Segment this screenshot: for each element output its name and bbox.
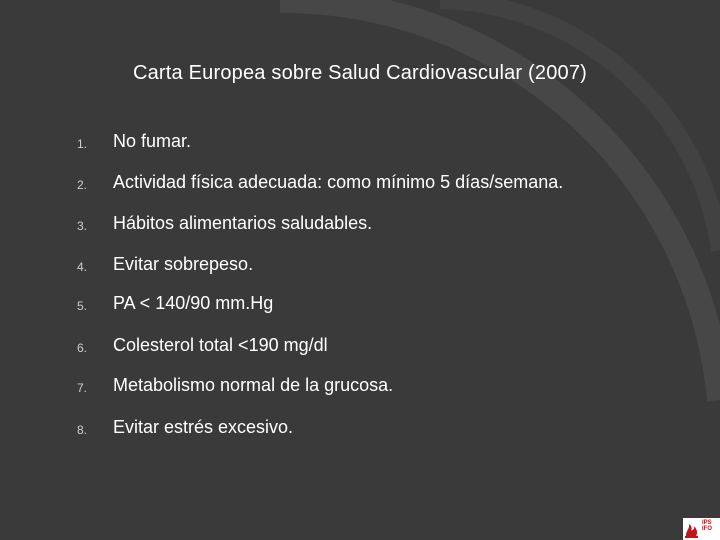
list-item — [0, 129, 700, 159]
item-number: 8. — [77, 423, 88, 437]
logo-line-1: IPS — [702, 520, 712, 526]
logo-line-2: IFO — [702, 526, 712, 532]
list-item — [0, 170, 700, 200]
list-item — [0, 373, 700, 403]
item-text: PA < 140/90 mm.Hg — [113, 293, 274, 313]
item-text: Hábitos alimentarios saludables. — [113, 213, 373, 233]
corner-logo — [683, 518, 720, 540]
item-number: 3. — [77, 219, 88, 233]
slide-title: Carta Europea sobre Salud Cardiovascular (2007) — [132, 62, 588, 84]
list-item — [0, 291, 700, 321]
item-text: Actividad física adecuada: como mínimo 5 días/semana. — [113, 172, 564, 192]
item-number: 7. — [77, 381, 88, 395]
item-number: 1. — [77, 137, 88, 151]
list-item — [0, 333, 700, 363]
item-text: Evitar sobrepeso. — [113, 254, 254, 274]
list-item — [0, 415, 700, 445]
item-text: No fumar. — [113, 131, 192, 151]
item-number: 6. — [77, 341, 88, 355]
list-item — [0, 252, 700, 282]
logo-text — [702, 520, 712, 532]
item-number: 2. — [77, 178, 88, 192]
list-item — [0, 211, 700, 241]
item-text: Colesterol total <190 mg/dl — [113, 335, 328, 355]
item-number: 4. — [77, 260, 88, 274]
item-text: Evitar estrés excesivo. — [113, 417, 294, 437]
red-flame-logo-icon — [684, 520, 699, 538]
item-text: Metabolismo normal de la grucosa. — [113, 375, 394, 395]
item-number: 5. — [77, 299, 88, 313]
